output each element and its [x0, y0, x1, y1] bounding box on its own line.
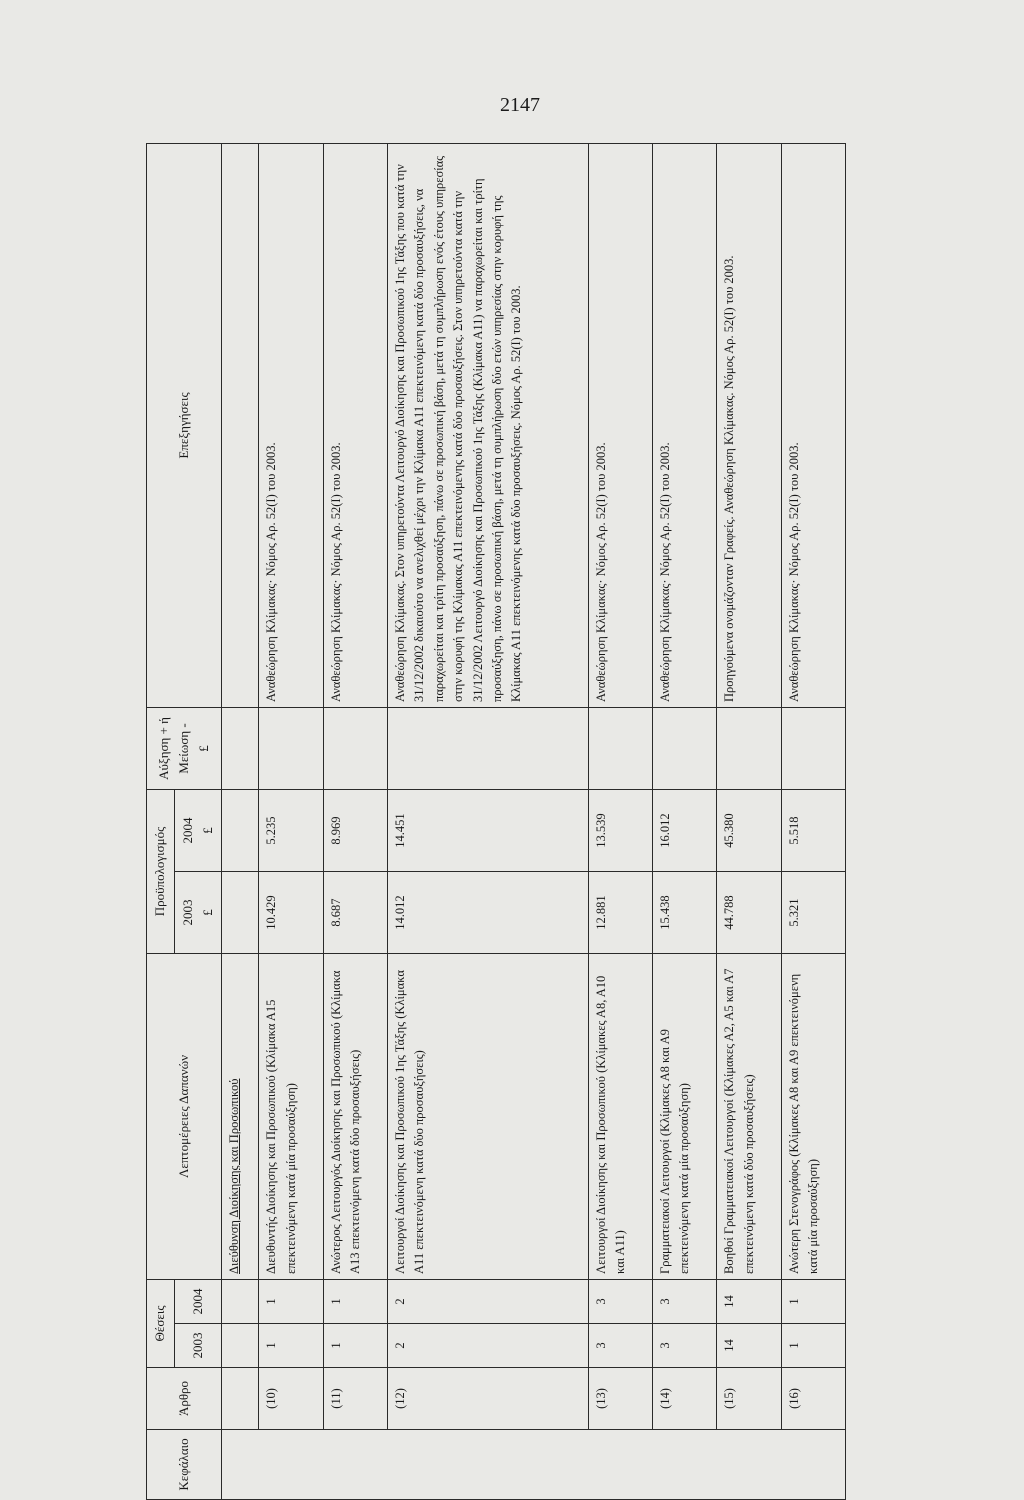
expense-details: Ανώτερη Στενογράφος (Κλίμακες Α8 και Α9 επεκτεινόμενη κατά μία προσαύξηση)	[781, 954, 845, 1280]
expense-details: Βοηθοί Γραμματειακοί Λειτουργοί (Κλίμακες Α2, Α5 και Α7 επεκτεινόμενη κατά δύο προσαυξήσεις)	[717, 954, 781, 1280]
budget-2004: 45.380	[717, 789, 781, 871]
budget-2003: 8.687	[323, 872, 387, 954]
budget-2004: 14.451	[388, 789, 589, 871]
budget-2003: 44.788	[717, 872, 781, 954]
chapter-cell	[222, 1430, 846, 1500]
budget-2004: 5.518	[781, 789, 845, 871]
article-number: (12)	[388, 1368, 589, 1430]
budget-2003: 12.881	[588, 872, 652, 954]
budget-2003: 5.321	[781, 872, 845, 954]
header-positions-2003: 2003	[175, 1324, 222, 1368]
change-value	[781, 707, 845, 789]
header-budget-2003-currency: £	[200, 909, 216, 916]
header-positions: Θέσεις	[147, 1280, 175, 1368]
expense-details: Διευθυντής Διοίκησης και Προσωπικού (Κλίμακα Α15 επεκτεινόμενη κατά μία προσαύξηση)	[259, 954, 323, 1280]
expense-details: Ανώτερος Λειτουργός Διοίκησης και Προσωπικού (Κλίμακα Α13 επεκτεινόμενη κατά δύο προσαυξήσεις)	[323, 954, 387, 1280]
section-title	[222, 954, 259, 1280]
table-row	[652, 143, 716, 1499]
explanation: Προηγούμενα ονομάζονταν Γραφείς. Αναθεώρηση Κλίμακας. Νόμος Αρ. 52(Ι) του 2003.	[717, 143, 781, 707]
change-value	[388, 707, 589, 789]
positions-2003: 3	[588, 1324, 652, 1368]
table-row	[259, 143, 323, 1499]
budget-2003: 14.012	[388, 872, 589, 954]
explanation: Αναθεώρηση Κλίμακας· Νόμος Αρ. 52(Ι) του 2003.	[652, 143, 716, 707]
positions-2003: 3	[652, 1324, 716, 1368]
positions-2003: 1	[781, 1324, 845, 1368]
header-change	[147, 707, 222, 789]
expenditure-table	[146, 143, 846, 1500]
article-number: (10)	[259, 1368, 323, 1430]
rotated-table-container	[146, 144, 846, 1500]
explanation: Αναθεώρηση Κλίμακας· Νόμος Αρ. 52(Ι) του 2003.	[323, 143, 387, 707]
header-budget-2003	[175, 872, 222, 954]
explanation: Αναθεώρηση Κλίμακας· Νόμος Αρ. 52(Ι) του 2003.	[259, 143, 323, 707]
budget-2003: 10.429	[259, 872, 323, 954]
change-value	[652, 707, 716, 789]
page-number: 2147	[500, 94, 540, 116]
positions-2004: 3	[588, 1280, 652, 1324]
article-number: (15)	[717, 1368, 781, 1430]
header-positions-2004: 2004	[175, 1280, 222, 1324]
table-row	[388, 143, 589, 1499]
positions-2004: 1	[259, 1280, 323, 1324]
explanation: Αναθεώρηση Κλίμακας· Νόμος Αρ. 52(Ι) του 2003.	[781, 143, 845, 707]
header-article: Άρθρο	[147, 1368, 222, 1430]
expense-details: Γραμματειακοί Λειτουργοί (Κλίμακες Α8 και Α9 επεκτεινόμενη κατά μία προσαύξηση)	[652, 954, 716, 1280]
article-number: (13)	[588, 1368, 652, 1430]
change-value	[717, 707, 781, 789]
article-number: (16)	[781, 1368, 845, 1430]
explanation: Αναθεώρηση Κλίμακας· Νόμος Αρ. 52(Ι) του 2003.	[588, 143, 652, 707]
table-row	[781, 143, 845, 1499]
article-number: (14)	[652, 1368, 716, 1430]
positions-2004: 3	[652, 1280, 716, 1324]
budget-2004: 13.539	[588, 789, 652, 871]
budget-2004: 16.012	[652, 789, 716, 871]
header-chapter: Κεφάλαιο	[147, 1430, 222, 1500]
header-budget-2004-year: 2004	[180, 817, 195, 844]
header-budget-2004	[175, 789, 222, 871]
positions-2004: 1	[323, 1280, 387, 1324]
header-change-label: Αύξηση + ή Μείωση -	[155, 717, 192, 780]
budget-2004: 8.969	[323, 789, 387, 871]
article-number: (11)	[323, 1368, 387, 1430]
expense-details: Λειτουργοί Διοίκησης και Προσωπικού (Κλίμακες Α8, Α10 και Α11)	[588, 954, 652, 1280]
budget-2003: 15.438	[652, 872, 716, 954]
header-change-currency: £	[196, 745, 212, 752]
header-budget-2003-year: 2003	[180, 899, 195, 926]
positions-2003: 1	[259, 1324, 323, 1368]
header-details: Λεπτομέρειες Δαπανών	[147, 954, 222, 1280]
table-row	[717, 143, 781, 1499]
positions-2003: 2	[388, 1324, 589, 1368]
positions-2004: 14	[717, 1280, 781, 1324]
table-row	[588, 143, 652, 1499]
change-value	[588, 707, 652, 789]
header-budget: Προϋπολογισμός	[147, 789, 175, 953]
header-explanations: Επεξηγήσεις	[147, 143, 222, 707]
positions-2004: 2	[388, 1280, 589, 1324]
table-row	[323, 143, 387, 1499]
header-budget-2004-currency: £	[200, 827, 216, 834]
positions-2003: 1	[323, 1324, 387, 1368]
change-value	[323, 707, 387, 789]
change-value	[259, 707, 323, 789]
explanation: Αναθεώρηση Κλίμακας. Στον υπηρετούντα Λειτουργό Διοίκησης και Προσωπικού 1ης Τάξης που κατά την 31/12/2002 δικαιούτο να ανελιχθεί μέχρι την Κλίμακα Α11 επεκτεινόμενη κατά δύο προσαυξήσεις, να παραχωρείται και τρίτη προσαύξηση, πάνω σε προσωπική βάση, μετά τη συμπλήρωση ενός έτους υπηρεσίας στην κορυφή της Κλίμακας Α11 επεκτεινόμενης κατά δύο προσαυξήσεις. Στον υπηρετούντα κατά την 31/12/2002 Λειτουργό Διοίκησης και Προσωπικού 1ης Τάξης (Κλίμακα Α11) να παραχωρείται και τρίτη προσαύξηση, πάνω σε προσωπική βάση, μετά τη συμπλήρωση δύο ετών υπηρεσίας στην κορυφή της Κλίμακας Α11 επεκτεινόμενης κατά δύο προσαυξήσεις. Νόμος Αρ. 52(Ι) του 2003.	[388, 143, 589, 707]
positions-2004: 1	[781, 1280, 845, 1324]
section-title-text: Διεύθυνση Διοίκησης και Προσωπικού	[227, 1078, 242, 1274]
budget-2004: 5.235	[259, 789, 323, 871]
expense-details: Λειτουργοί Διοίκησης και Προσωπικού 1ης Τάξης (Κλίμακα Α11 επεκτεινόμενη κατά δύο προσαυξήσεις)	[388, 954, 589, 1280]
positions-2003: 14	[717, 1324, 781, 1368]
